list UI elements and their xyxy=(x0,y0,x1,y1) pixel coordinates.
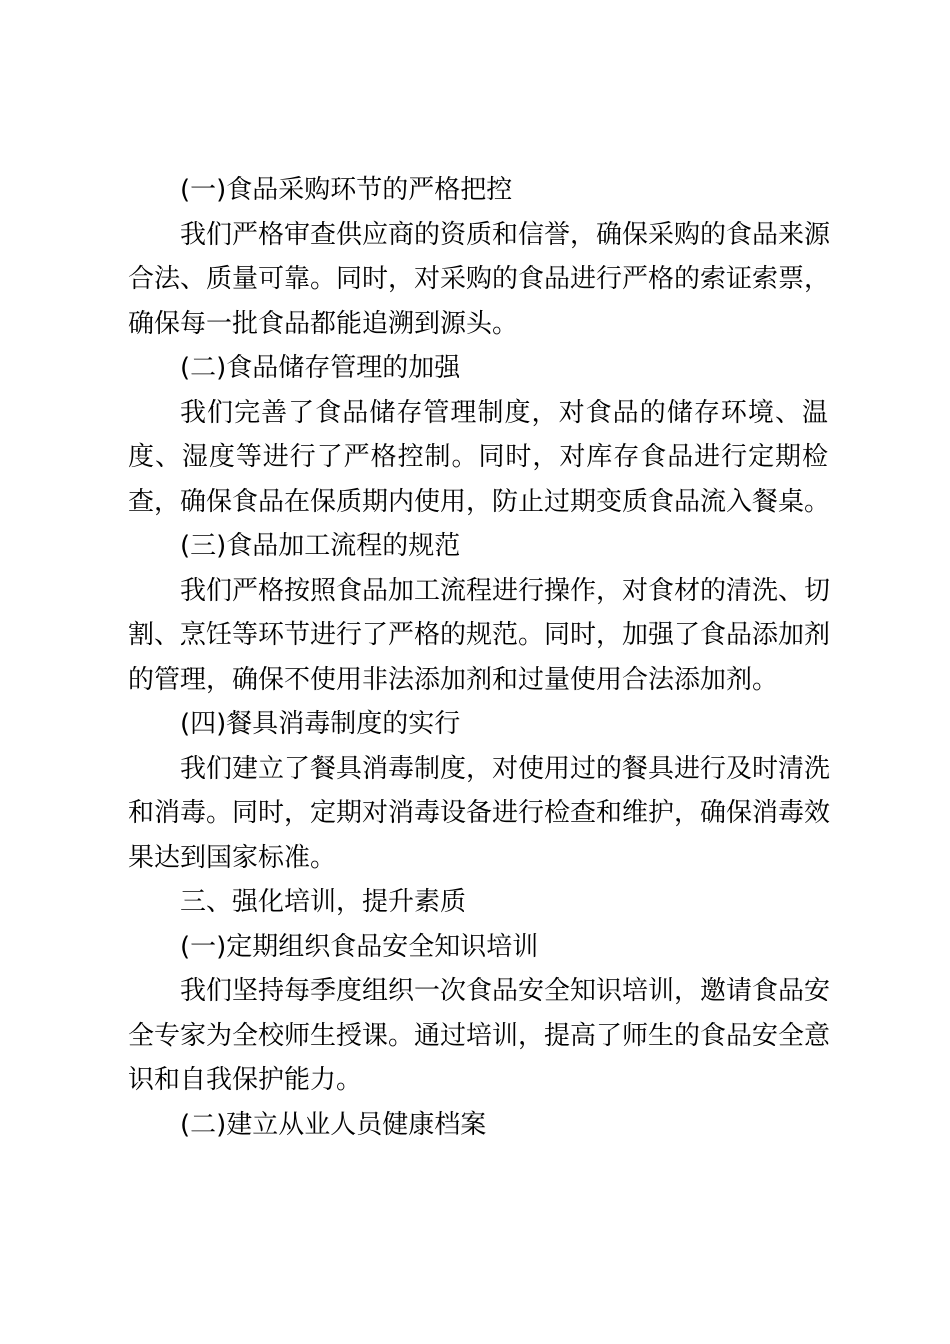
chapter-heading: 三、强化培训，提升素质 xyxy=(180,887,467,917)
paragraph-line: 度、湿度等进行了严格控制。同时，对库存食品进行定期检 xyxy=(128,442,828,472)
section-heading: (一)定期组织食品安全知识培训 xyxy=(180,931,539,962)
paragraph-line: 我们完善了食品储存管理制度，对食品的储存环境、温 xyxy=(180,397,828,428)
paragraph-line: 我们坚持每季度组织一次食品安全知识培训，邀请食品安 xyxy=(180,976,831,1006)
paragraph xyxy=(128,213,831,347)
document-body xyxy=(128,168,831,1147)
paragraph-line: 的管理，确保不使用非法添加剂和过量使用合法添加剂。 xyxy=(128,664,779,695)
section-heading: (二)建立从业人员健康档案 xyxy=(180,1109,487,1140)
paragraph xyxy=(128,391,831,525)
paragraph-line: 和消毒。同时，定期对消毒设备进行检查和维护，确保消毒效 xyxy=(128,798,831,828)
paragraph-line: 查，确保食品在保质期内使用，防止过期变质食品流入餐桌。 xyxy=(128,486,831,517)
section-heading: (二)食品储存管理的加强 xyxy=(180,353,461,383)
paragraph xyxy=(128,747,831,881)
paragraph-line: 识和自我保护能力。 xyxy=(128,1065,363,1095)
paragraph-line: 全专家为全校师生授课。通过培训，提高了师生的食品安全意 xyxy=(128,1020,831,1051)
paragraph-line: 我们严格按照食品加工流程进行操作，对食材的清洗、切 xyxy=(180,575,831,606)
paragraph-line: 我们严格审查供应商的资质和信誉，确保采购的食品来源 xyxy=(180,219,831,250)
paragraph-line: 合法、质量可靠。同时，对采购的食品进行严格的索证索票， xyxy=(128,264,831,294)
section-heading: (一)食品采购环节的严格把控 xyxy=(180,175,513,205)
paragraph-line: 我们建立了餐具消毒制度，对使用过的餐具进行及时清洗 xyxy=(180,753,831,784)
paragraph-line: 果达到国家标准。 xyxy=(128,842,337,873)
paragraph-line: 割、烹饪等环节进行了严格的规范。同时，加强了食品添加剂 xyxy=(128,620,831,650)
paragraph-line: 确保每一批食品都能追溯到源头。 xyxy=(128,308,519,339)
paragraph xyxy=(128,969,831,1103)
paragraph xyxy=(128,569,831,703)
section-heading: (三)食品加工流程的规范 xyxy=(180,531,461,561)
section-heading: (四)餐具消毒制度的实行 xyxy=(180,709,461,739)
